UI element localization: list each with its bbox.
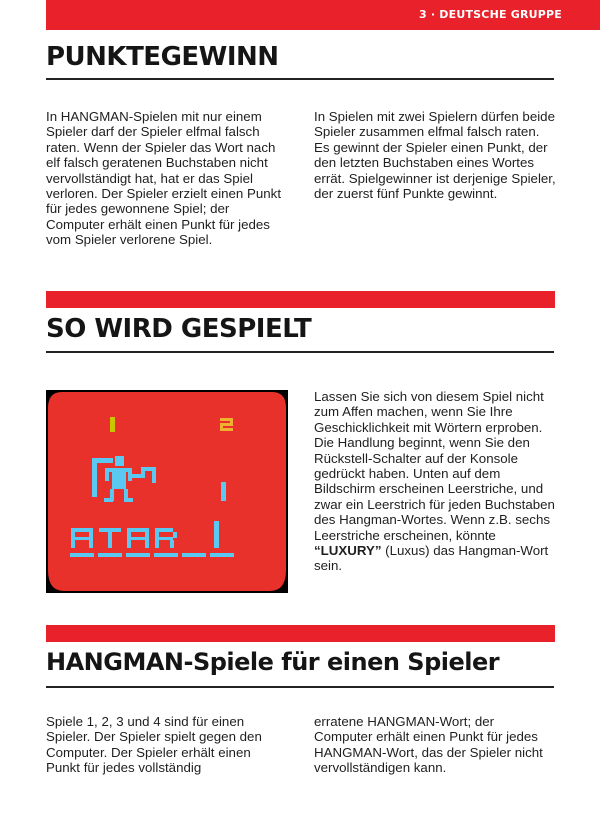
example-word-luxury: “LUXURY” [314, 543, 382, 559]
tv-screen-surface [48, 392, 286, 591]
scoring-paragraph-1: In HANGMAN-Spielen mit nur einem Spieler darf der Spieler elfmal falsch raten. Wenn der Spieler das Wort nach elf falsch geratenen Buchstaben nicht vervollständigt hat, hat er das Spiel verloren. Der Spieler erzielt einen Punkt für jedes gewonnene Spiel; der Computer erhält einen Punkt für jedes vom Spieler verlorene Spiel. [46, 109, 282, 248]
heading-underline [46, 686, 554, 688]
red-divider-band [46, 625, 555, 642]
wrong-guess-count [221, 482, 226, 501]
red-divider-band [46, 291, 555, 308]
game-screen-image [46, 390, 288, 593]
heading-punktegewinn: PUNKTEGEWINN [46, 42, 279, 72]
heading-so-wird-gespielt: SO WIRD GESPIELT [46, 314, 312, 344]
heading-hangman-single-player: HANGMAN-Spiele für einen Spieler [46, 648, 500, 676]
top-header-bar [46, 0, 600, 30]
gameplay-paragraph: Lassen Sie sich von diesem Spiel nicht zum Affen machen, wenn Sie Ihre Geschicklichkeit mit Wörtern erproben. Die Handlung beginnt, wenn Sie den Rückstell-Schalter auf der Konsole gedrückt haben. Unten auf dem Bildschirm erscheinen Leerstriche, und zwar ein Leerstrich für jeden Buchstaben des Hangman-Wortes. Wenn z.B. sechs Leerstriche erscheinen, könnte “LUXURY” (Luxus) das Hangman-Wort sein. [314, 389, 555, 574]
heading-underline [46, 78, 554, 80]
heading-underline [46, 351, 554, 353]
player2-score-digit [220, 418, 233, 431]
player1-score-digit [110, 417, 115, 432]
scoring-paragraph-2: In Spielen mit zwei Spielern dürfen beide Spieler zusammen elfmal falsch raten. Es gewinnt der Spieler einen Punkt, der den letzten Buchstaben eines Wortes errät. Spielgewinner ist derjenige Spieler, der zuerst fünf Punkte gewinnt. [314, 109, 556, 202]
single-player-paragraph-2: erratene HANGMAN-Wort; der Computer erhält einen Punkt für jedes HANGMAN-Wort, das der Spieler nicht vervollständigen kann. [314, 714, 543, 776]
single-player-paragraph-1: Spiele 1, 2, 3 und 4 sind für einen Spieler. Der Spieler spielt gegen den Computer. Der Spieler erhält einen Punkt für jedes vollständig [46, 714, 262, 776]
section-label: 3 · DEUTSCHE GRUPPE [419, 8, 562, 21]
